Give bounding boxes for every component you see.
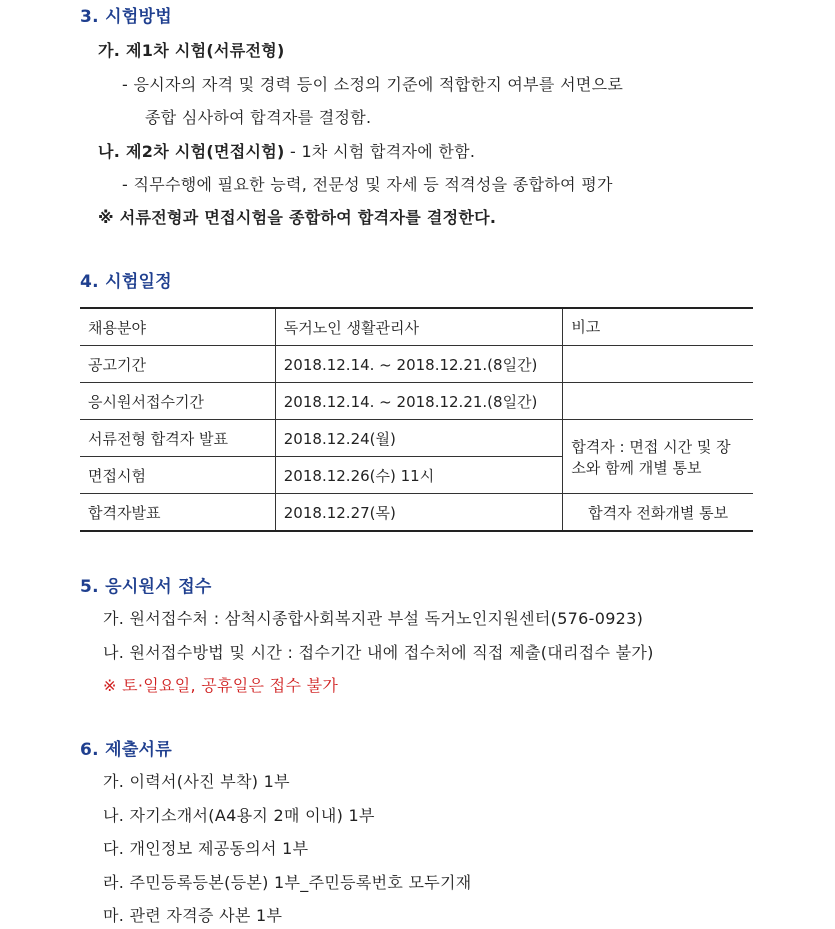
exam-second-inline: - 1차 시험 합격자에 한함. xyxy=(289,142,476,161)
row-label: 합격자발표 xyxy=(80,494,275,532)
section-5-heading: 5. 응시원서 접수 xyxy=(80,577,212,597)
row-note: 합격자 전화개별 통보 xyxy=(563,494,753,532)
row-value: 2018.12.24(월) xyxy=(275,420,563,457)
row-label: 응시원서접수기간 xyxy=(80,383,275,420)
header-note: 비고 xyxy=(563,308,753,346)
exam-first-desc-line2: 종합 심사하여 합격자를 결정함. xyxy=(145,108,372,127)
table-row xyxy=(80,494,753,532)
section-3-heading: 3. 시험방법 xyxy=(80,7,172,27)
list-item: 마. 관련 자격증 사본 1부 xyxy=(103,906,283,925)
row-note xyxy=(563,383,753,420)
row-note xyxy=(563,346,753,383)
application-office: 가. 원서접수처 : 삼척시종합사회복지관 부설 독거노인지원센터(576-0923) xyxy=(103,609,644,628)
list-item: 라. 주민등록등본(등본) 1부_주민등록번호 모두기재 xyxy=(103,873,472,892)
application-warning: ※ 토·일요일, 공휴일은 접수 불가 xyxy=(103,676,339,695)
exam-first-desc-line1: - 응시자의 자격 및 경력 등이 소정의 기준에 적합한지 여부를 서면으로 xyxy=(122,75,624,94)
list-item: 가. 이력서(사진 부착) 1부 xyxy=(103,772,290,791)
row-value: 2018.12.27(목) xyxy=(275,494,563,532)
table-header-row xyxy=(80,308,753,346)
header-field: 채용분야 xyxy=(80,308,275,346)
row-value: 2018.12.14. ~ 2018.12.21.(8일간) xyxy=(275,383,563,420)
row-note-merged: 합격자 : 면접 시간 및 장소와 함께 개별 통보 xyxy=(563,420,753,494)
section-4-heading: 4. 시험일정 xyxy=(80,272,172,292)
row-label: 공고기간 xyxy=(80,346,275,383)
table-row xyxy=(80,346,753,383)
header-job: 독거노인 생활관리사 xyxy=(275,308,563,346)
row-value: 2018.12.14. ~ 2018.12.21.(8일간) xyxy=(275,346,563,383)
row-label: 서류전형 합격자 발표 xyxy=(80,420,275,457)
exam-first-title: 가. 제1차 시험(서류전형) xyxy=(98,41,285,60)
table-row xyxy=(80,420,753,457)
list-item: 나. 자기소개서(A4용지 2매 이내) 1부 xyxy=(103,806,375,825)
table-row xyxy=(80,383,753,420)
row-value: 2018.12.26(수) 11시 xyxy=(275,457,563,494)
row-label: 면접시험 xyxy=(80,457,275,494)
application-method: 나. 원서접수방법 및 시간 : 접수기간 내에 접수처에 직접 제출(대리접수 불가) xyxy=(103,643,654,662)
list-item: 다. 개인정보 제공동의서 1부 xyxy=(103,839,309,858)
exam-second-title: 나. 제2차 시험(면접시험) xyxy=(98,142,285,161)
exam-second-desc: - 직무수행에 필요한 능력, 전문성 및 자세 등 적격성을 종합하여 평가 xyxy=(122,175,613,194)
section-6-heading: 6. 제출서류 xyxy=(80,740,172,760)
schedule-table xyxy=(80,307,753,532)
exam-second-line xyxy=(98,142,475,162)
exam-note: ※ 서류전형과 면접시험을 종합하여 합격자를 결정한다. xyxy=(98,208,497,227)
